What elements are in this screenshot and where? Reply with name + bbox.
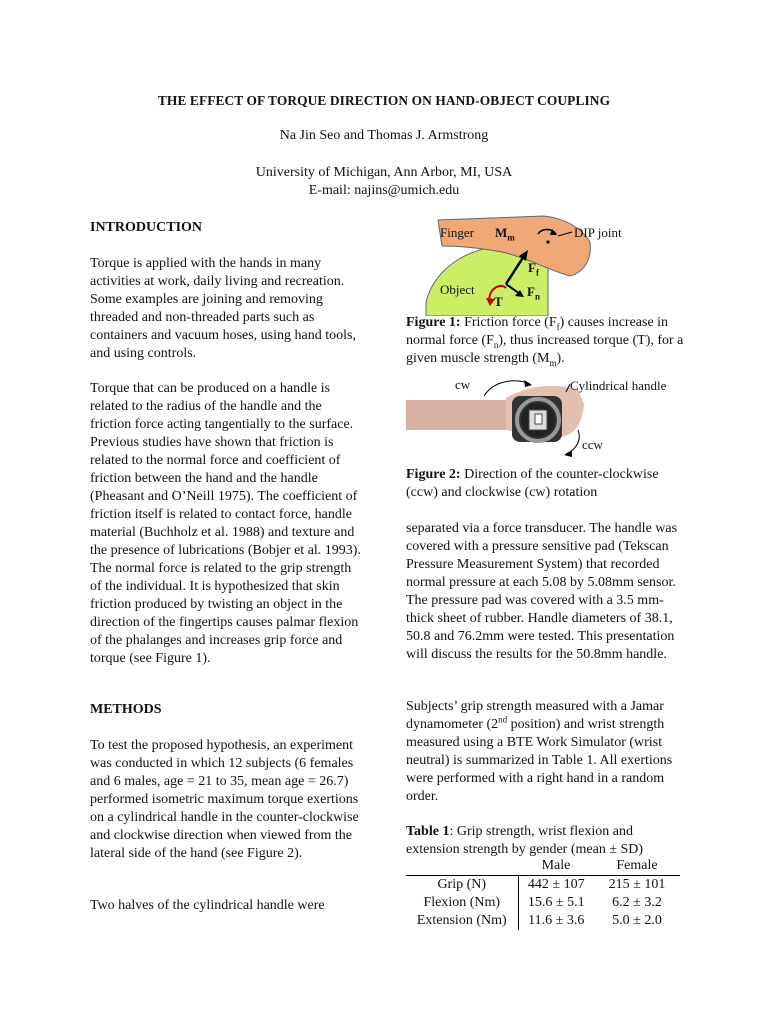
friction-force-label: $F_f$ [528, 260, 539, 278]
methods-heading: METHODS [90, 702, 162, 717]
cell-female: 6.2 ± 3.2 [612, 895, 662, 910]
right-paragraph-1: separated via a force transducer. The handle was covered with a pressure sensitive pad (Tekscan Pressure Measurement System) that recorded normal pressure at each 5.08 by 5.08mm sensor. The pressure pad was covered with a 3.5 mm-thick sheet of rubber. Handle diameters of 38.1, 50.8 and 76.2mm were tested. This presentation will discuss the results for the 50.8mm handle. [406, 521, 678, 662]
figure-1 [424, 212, 624, 316]
ccw-label: ccw [582, 437, 603, 452]
cell-female: 5.0 ± 2.0 [612, 913, 662, 928]
table-1-caption: Table 1: Grip strength, wrist flexion and extension strength by gender (mean ± SD) [406, 824, 644, 857]
torque-label: T [494, 294, 503, 309]
introduction-heading: INTRODUCTION [90, 220, 203, 235]
dip-joint-label: DIP joint [574, 225, 622, 240]
intro-paragraph-2: Torque that can be produced on a handle is related to the radius of the handle and the friction force acting tangentially to the surface. Previous studies have shown that friction is related to the normal force and coefficient of friction between the hand and the handle (Pheasant and O’Neill 1975). The coefficient of friction itself is related to contact force, handle material (Buchholz et al. 1988) and texture and the presence of lubrications (Bobjer et al. 1993). The normal force is related to the grip strength of the individual. It is hypothesized that skin friction produced by twisting an object in the direction of the fingertips causes palmar flexion of the phalanges and increases grip force and torque (see Figure 1). [90, 381, 361, 666]
figure-1-caption: Figure 1: Friction force $(F_f)$ causes increase in normal force $(F_n)$, thus increased torque (T), for a given muscle strength $(M_m)$. [406, 315, 684, 368]
header-cell-female: Female [616, 858, 658, 873]
right-paragraph-2: Subjects’ grip strength measured with a Jamar dynamometer (2nd position) and wrist strength measured using a BTE Work Simulator (wrist neutral) is summarized in Table 1. All exertions were performed with a right hand in a random order. [406, 699, 673, 804]
affiliation: University of Michigan, Ann Arbor, MI, USA [255, 165, 513, 180]
object-label: Object [440, 282, 475, 297]
cell-male: 11.6 ± 3.6 [528, 913, 585, 928]
cell-male: 15.6 ± 5.1 [527, 895, 585, 910]
cylindrical-handle-label: Cylindrical handle [570, 378, 667, 393]
authors: Na Jin Seo and Thomas J. Armstrong [279, 128, 489, 143]
cell-female: 215 ± 101 [608, 877, 666, 892]
cw-label: cw [455, 377, 471, 392]
table-1 [406, 857, 680, 930]
intro-paragraph-1: Torque is applied with the hands in many activities at work, daily living and recreation. Some examples are joining and removing threaded and non-threaded parts such as containers and vacuum hoses, using hand tools, and using controls. [90, 256, 356, 361]
muscle-moment-label: $M_m$ [495, 225, 515, 243]
table-row [406, 912, 680, 930]
paper-title: THE EFFECT OF TORQUE DIRECTION ON HAND-OBJECT COUPLING [157, 93, 611, 108]
row-label: Grip (N) [406, 876, 518, 895]
finger-label: Finger [440, 225, 474, 240]
table-row [406, 876, 680, 895]
header-cell-male: Male [541, 858, 571, 873]
table-header-row [406, 857, 680, 876]
normal-force-label: $F_n$ [527, 284, 540, 302]
row-label: Flexion (Nm) [406, 894, 518, 912]
figure-2-caption: Figure 2: Direction of the counter-clockwise (ccw) and clockwise (cw) rotation [406, 467, 659, 500]
table-row [406, 894, 680, 912]
header-cell-blank [406, 857, 518, 876]
cell-male: 442 ± 107 [527, 877, 585, 892]
email: E-mail: najins@umich.edu [308, 183, 460, 198]
affiliation-block [0, 164, 768, 200]
methods-paragraph-2: Two halves of the cylindrical handle were [90, 898, 325, 913]
figure-2 [406, 370, 696, 458]
methods-paragraph-1: To test the proposed hypothesis, an experiment was conducted in which 12 subjects (6 females and 6 males, age = 21 to 35, mean age = 26.7) performed isometric maximum torque exertions on a cylindrical handle in the counter-clockwise and clockwise direction when viewed from the lateral side of the hand (see Figure 2). [90, 738, 359, 861]
row-label: Extension (Nm) [406, 912, 518, 930]
